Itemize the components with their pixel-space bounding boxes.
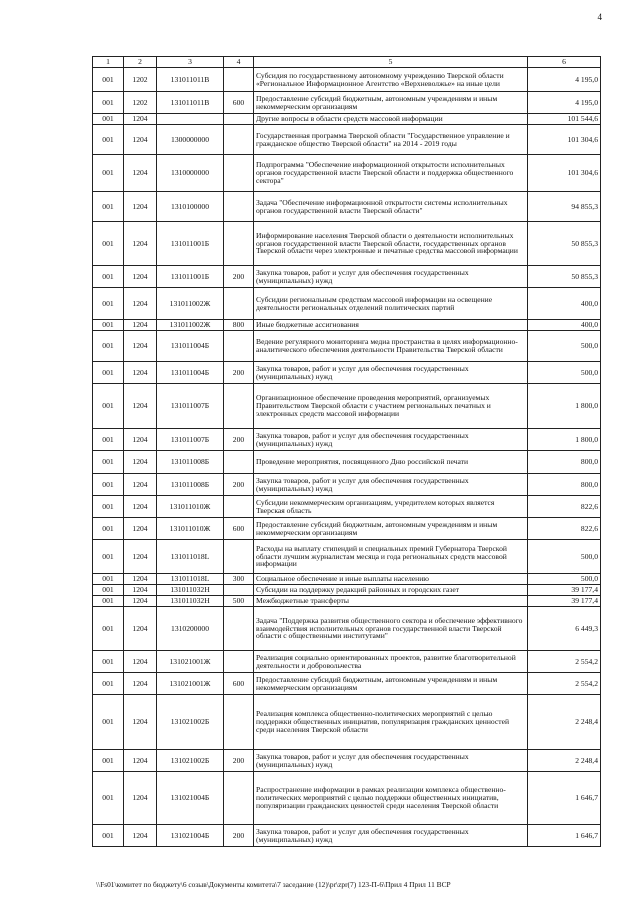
cell-section-code: 1204 — [124, 192, 157, 222]
cell-expense-type: 300 — [224, 574, 254, 585]
cell-expense-type — [224, 192, 254, 222]
cell-section-code: 1204 — [124, 331, 157, 362]
table-row — [93, 496, 601, 518]
table-row — [93, 451, 601, 474]
cell-ministry-code: 001 — [93, 651, 124, 673]
cell-target-article: 1310000000 — [157, 155, 224, 192]
cell-target-article: 131021002Б — [157, 695, 224, 750]
cell-section-code: 1204 — [124, 651, 157, 673]
table-row — [93, 114, 601, 125]
cell-section-code: 1204 — [124, 585, 157, 596]
cell-target-article — [157, 114, 224, 125]
cell-description: Закупка товаров, работ и услуг для обеспечения государственных (муниципальных) нужд — [254, 266, 528, 288]
cell-ministry-code: 001 — [93, 825, 124, 847]
cell-expense-type — [224, 155, 254, 192]
cell-expense-type — [224, 585, 254, 596]
cell-expense-type: 500 — [224, 596, 254, 607]
cell-section-code: 1204 — [124, 518, 157, 540]
cell-amount: 2 248,4 — [528, 695, 601, 750]
cell-amount: 101 304,6 — [528, 125, 601, 155]
cell-expense-type: 800 — [224, 320, 254, 331]
cell-description: Закупка товаров, работ и услуг для обеспечения государственных (муниципальных) нужд — [254, 825, 528, 847]
table-row — [93, 155, 601, 192]
cell-amount: 822,6 — [528, 518, 601, 540]
header-col-5: 5 — [254, 57, 528, 68]
cell-description: Закупка товаров, работ и услуг для обеспечения государственных (муниципальных) нужд — [254, 474, 528, 496]
cell-ministry-code: 001 — [93, 155, 124, 192]
cell-section-code: 1204 — [124, 540, 157, 574]
cell-ministry-code: 001 — [93, 451, 124, 474]
table-row — [93, 92, 601, 114]
cell-target-article: 1300000000 — [157, 125, 224, 155]
cell-ministry-code: 001 — [93, 429, 124, 451]
cell-target-article: 131011007Б — [157, 384, 224, 429]
cell-section-code: 1204 — [124, 474, 157, 496]
cell-description: Задача "Поддержка развития общественного сектора и обеспечение эффективного взаимодействия исполнительных органов государственной власти Тверской области с общественными институтами" — [254, 607, 528, 651]
cell-section-code: 1204 — [124, 125, 157, 155]
cell-description: Предоставление субсидий бюджетным, автономным учреждениям и иным некоммерческим организациям — [254, 518, 528, 540]
cell-target-article: 131011002Ж — [157, 288, 224, 320]
cell-ministry-code: 001 — [93, 596, 124, 607]
cell-section-code: 1204 — [124, 155, 157, 192]
table-row — [93, 68, 601, 92]
cell-description: Субсидия по государственному автономному учреждению Тверской области «Региональное Информационное Агентство «Верхневолжье» на иные цели — [254, 68, 528, 92]
cell-description: Организационное обеспечение проведения мероприятий, организуемых Правительством Тверской области с участием региональных печатных и электронных средств массовой информации — [254, 384, 528, 429]
cell-description: Проведение мероприятия, посвященного Дню российской печати — [254, 451, 528, 474]
cell-description: Закупка товаров, работ и услуг для обеспечения государственных (муниципальных) нужд — [254, 429, 528, 451]
cell-description: Государственная программа Тверской области "Государственное управление и гражданское общество Тверской области" на 2014 - 2019 годы — [254, 125, 528, 155]
cell-description: Информирование населения Тверской области о деятельности исполнительных органов государственной власти Тверской области, государственных органов Тверской области через электронные и печатные средства массовой информации — [254, 222, 528, 266]
cell-amount: 101 544,6 — [528, 114, 601, 125]
header-col-6: 6 — [528, 57, 601, 68]
cell-ministry-code: 001 — [93, 540, 124, 574]
cell-ministry-code: 001 — [93, 288, 124, 320]
cell-description: Реализация комплекса общественно-политических мероприятий с целью поддержки общественных инициатив, популяризация гражданских ценностей среди населения Тверской области — [254, 695, 528, 750]
cell-amount: 400,0 — [528, 288, 601, 320]
cell-ministry-code: 001 — [93, 673, 124, 695]
table-row — [93, 596, 601, 607]
cell-target-article: 1310100000 — [157, 192, 224, 222]
cell-target-article: 131021001Ж — [157, 673, 224, 695]
cell-ministry-code: 001 — [93, 222, 124, 266]
cell-amount: 4 195,0 — [528, 92, 601, 114]
cell-expense-type — [224, 651, 254, 673]
cell-expense-type — [224, 331, 254, 362]
cell-ministry-code: 001 — [93, 695, 124, 750]
cell-target-article: 131021002Б — [157, 750, 224, 772]
table-row — [93, 750, 601, 772]
cell-target-article: 131011004Б — [157, 362, 224, 384]
cell-ministry-code: 001 — [93, 331, 124, 362]
cell-section-code: 1204 — [124, 288, 157, 320]
header-col-1: 1 — [93, 57, 124, 68]
cell-expense-type: 200 — [224, 750, 254, 772]
cell-description: Закупка товаров, работ и услуг для обеспечения государственных (муниципальных) нужд — [254, 750, 528, 772]
cell-ministry-code: 001 — [93, 125, 124, 155]
cell-section-code: 1204 — [124, 825, 157, 847]
table-row — [93, 222, 601, 266]
cell-amount: 800,0 — [528, 451, 601, 474]
cell-amount: 39 177,4 — [528, 596, 601, 607]
cell-target-article: 131011004Б — [157, 331, 224, 362]
cell-amount: 2 554,2 — [528, 651, 601, 673]
cell-section-code: 1204 — [124, 673, 157, 695]
table-row — [93, 607, 601, 651]
table-row — [93, 125, 601, 155]
cell-expense-type — [224, 695, 254, 750]
cell-target-article: 131011032Н — [157, 585, 224, 596]
cell-section-code: 1202 — [124, 68, 157, 92]
cell-section-code: 1204 — [124, 114, 157, 125]
cell-amount: 1 800,0 — [528, 384, 601, 429]
cell-ministry-code: 001 — [93, 772, 124, 825]
cell-target-article: 131011032Н — [157, 596, 224, 607]
cell-amount: 4 195,0 — [528, 68, 601, 92]
budget-table — [92, 56, 601, 847]
cell-target-article: 131011010Ж — [157, 518, 224, 540]
cell-section-code: 1204 — [124, 384, 157, 429]
cell-section-code: 1204 — [124, 607, 157, 651]
cell-amount: 1 646,7 — [528, 825, 601, 847]
cell-section-code: 1204 — [124, 451, 157, 474]
cell-amount: 50 855,3 — [528, 266, 601, 288]
cell-expense-type — [224, 114, 254, 125]
table-row — [93, 772, 601, 825]
cell-section-code: 1204 — [124, 362, 157, 384]
table-row — [93, 673, 601, 695]
header-col-2: 2 — [124, 57, 157, 68]
cell-target-article: 131021004Б — [157, 772, 224, 825]
cell-target-article: 131011018L — [157, 574, 224, 585]
cell-expense-type: 200 — [224, 429, 254, 451]
cell-description: Реализация социально ориентированных проектов, развитие благотворительной деятельности и добровольчества — [254, 651, 528, 673]
cell-expense-type — [224, 125, 254, 155]
cell-description: Иные бюджетные ассигнования — [254, 320, 528, 331]
cell-ministry-code: 001 — [93, 114, 124, 125]
cell-target-article: 131011002Ж — [157, 320, 224, 331]
cell-section-code: 1204 — [124, 429, 157, 451]
cell-expense-type — [224, 607, 254, 651]
table-header-row — [93, 57, 601, 68]
cell-target-article: 131011008Б — [157, 451, 224, 474]
table-row — [93, 331, 601, 362]
table-row — [93, 474, 601, 496]
header-col-4: 4 — [224, 57, 254, 68]
table-body — [93, 68, 601, 847]
cell-amount: 500,0 — [528, 574, 601, 585]
cell-ministry-code: 001 — [93, 266, 124, 288]
table-row — [93, 192, 601, 222]
cell-target-article: 1310200000 — [157, 607, 224, 651]
table-row — [93, 540, 601, 574]
cell-amount: 1 646,7 — [528, 772, 601, 825]
cell-description: Ведение регулярного мониторинга медиа пространства в целях информационно-аналитического обеспечения деятельности Правительства Тверской области — [254, 331, 528, 362]
table-row — [93, 362, 601, 384]
cell-expense-type — [224, 68, 254, 92]
cell-ministry-code: 001 — [93, 68, 124, 92]
cell-section-code: 1204 — [124, 695, 157, 750]
cell-ministry-code: 001 — [93, 192, 124, 222]
table-row — [93, 695, 601, 750]
cell-section-code: 1204 — [124, 266, 157, 288]
table-row — [93, 429, 601, 451]
page-number: 4 — [597, 12, 602, 22]
cell-amount: 500,0 — [528, 331, 601, 362]
cell-expense-type — [224, 496, 254, 518]
table-row — [93, 384, 601, 429]
cell-description: Субсидии некоммерческим организациям, учредителем которых является Тверская область — [254, 496, 528, 518]
header-col-3: 3 — [157, 57, 224, 68]
cell-amount: 101 304,6 — [528, 155, 601, 192]
cell-amount: 822,6 — [528, 496, 601, 518]
cell-expense-type: 200 — [224, 474, 254, 496]
cell-ministry-code: 001 — [93, 607, 124, 651]
cell-ministry-code: 001 — [93, 92, 124, 114]
table-row — [93, 585, 601, 596]
cell-target-article: 131021001Ж — [157, 651, 224, 673]
cell-amount: 500,0 — [528, 540, 601, 574]
cell-expense-type — [224, 384, 254, 429]
cell-ministry-code: 001 — [93, 474, 124, 496]
cell-amount: 50 855,3 — [528, 222, 601, 266]
cell-description: Распространение информации в рамках реализации комплекса общественно-политических мероприятий с целью поддержки общественных инициатив, популяризации гражданских ценностей среди населения Тверской области — [254, 772, 528, 825]
cell-amount: 6 449,3 — [528, 607, 601, 651]
cell-expense-type — [224, 451, 254, 474]
cell-target-article: 131021004Б — [157, 825, 224, 847]
cell-expense-type — [224, 222, 254, 266]
cell-amount: 400,0 — [528, 320, 601, 331]
cell-target-article: 131011008Б — [157, 474, 224, 496]
cell-description: Социальное обеспечение и иные выплаты населению — [254, 574, 528, 585]
cell-target-article: 131011001Б — [157, 222, 224, 266]
cell-description: Другие вопросы в области средств массовой информации — [254, 114, 528, 125]
cell-section-code: 1204 — [124, 750, 157, 772]
cell-amount: 800,0 — [528, 474, 601, 496]
cell-amount: 94 855,3 — [528, 192, 601, 222]
cell-section-code: 1204 — [124, 222, 157, 266]
cell-expense-type: 600 — [224, 518, 254, 540]
cell-expense-type: 200 — [224, 266, 254, 288]
table-row — [93, 266, 601, 288]
cell-description: Межбюджетные трансферты — [254, 596, 528, 607]
cell-description: Задача "Обеспечение информационной открытости системы исполнительных органов государственной власти Тверской области" — [254, 192, 528, 222]
cell-ministry-code: 001 — [93, 585, 124, 596]
cell-expense-type — [224, 772, 254, 825]
cell-target-article: 131011001Б — [157, 266, 224, 288]
cell-expense-type: 600 — [224, 673, 254, 695]
cell-amount: 39 177,4 — [528, 585, 601, 596]
cell-description: Расходы на выплату стипендий и специальных премий Губернатора Тверской области лучшим журналистам месяца и года региональных средств массовой информации — [254, 540, 528, 574]
table-row — [93, 518, 601, 540]
cell-target-article: 131011018L — [157, 540, 224, 574]
table-row — [93, 574, 601, 585]
cell-target-article: 131011010Ж — [157, 496, 224, 518]
cell-expense-type: 200 — [224, 362, 254, 384]
cell-description: Субсидии региональным средствам массовой информации на освещение деятельности региональных отделений политических партий — [254, 288, 528, 320]
cell-section-code: 1204 — [124, 596, 157, 607]
cell-description: Подпрограмма "Обеспечение информационной открытости исполнительных органов государственной власти Тверской области и поддержка общественного сектора" — [254, 155, 528, 192]
footer-file-path: \\Fs01\комитет по бюджету\6 созыв\Документы комитета\7 заседание (12)\pr\zpr(7) 123-П-6\Прил 4 Прил 11 ВСР — [96, 880, 451, 889]
cell-section-code: 1204 — [124, 320, 157, 331]
cell-amount: 1 800,0 — [528, 429, 601, 451]
cell-target-article: 131011011В — [157, 92, 224, 114]
table-row — [93, 651, 601, 673]
cell-section-code: 1202 — [124, 92, 157, 114]
cell-description: Предоставление субсидий бюджетным, автономным учреждениям и иным некоммерческим организациям — [254, 673, 528, 695]
cell-amount: 2 248,4 — [528, 750, 601, 772]
cell-ministry-code: 001 — [93, 320, 124, 331]
cell-ministry-code: 001 — [93, 362, 124, 384]
cell-description: Предоставление субсидий бюджетным, автономным учреждениям и иным некоммерческим организациям — [254, 92, 528, 114]
cell-expense-type — [224, 540, 254, 574]
cell-description: Закупка товаров, работ и услуг для обеспечения государственных (муниципальных) нужд — [254, 362, 528, 384]
cell-expense-type: 200 — [224, 825, 254, 847]
cell-section-code: 1204 — [124, 772, 157, 825]
cell-description: Субсидии на поддержку редакций районных и городских газет — [254, 585, 528, 596]
cell-section-code: 1204 — [124, 496, 157, 518]
cell-ministry-code: 001 — [93, 750, 124, 772]
table-row — [93, 825, 601, 847]
cell-ministry-code: 001 — [93, 574, 124, 585]
cell-target-article: 131011007Б — [157, 429, 224, 451]
cell-ministry-code: 001 — [93, 496, 124, 518]
cell-amount: 2 554,2 — [528, 673, 601, 695]
table-row — [93, 288, 601, 320]
cell-ministry-code: 001 — [93, 518, 124, 540]
cell-expense-type: 600 — [224, 92, 254, 114]
cell-amount: 500,0 — [528, 362, 601, 384]
cell-target-article: 131011011В — [157, 68, 224, 92]
table-row — [93, 320, 601, 331]
cell-ministry-code: 001 — [93, 384, 124, 429]
cell-expense-type — [224, 288, 254, 320]
cell-section-code: 1204 — [124, 574, 157, 585]
